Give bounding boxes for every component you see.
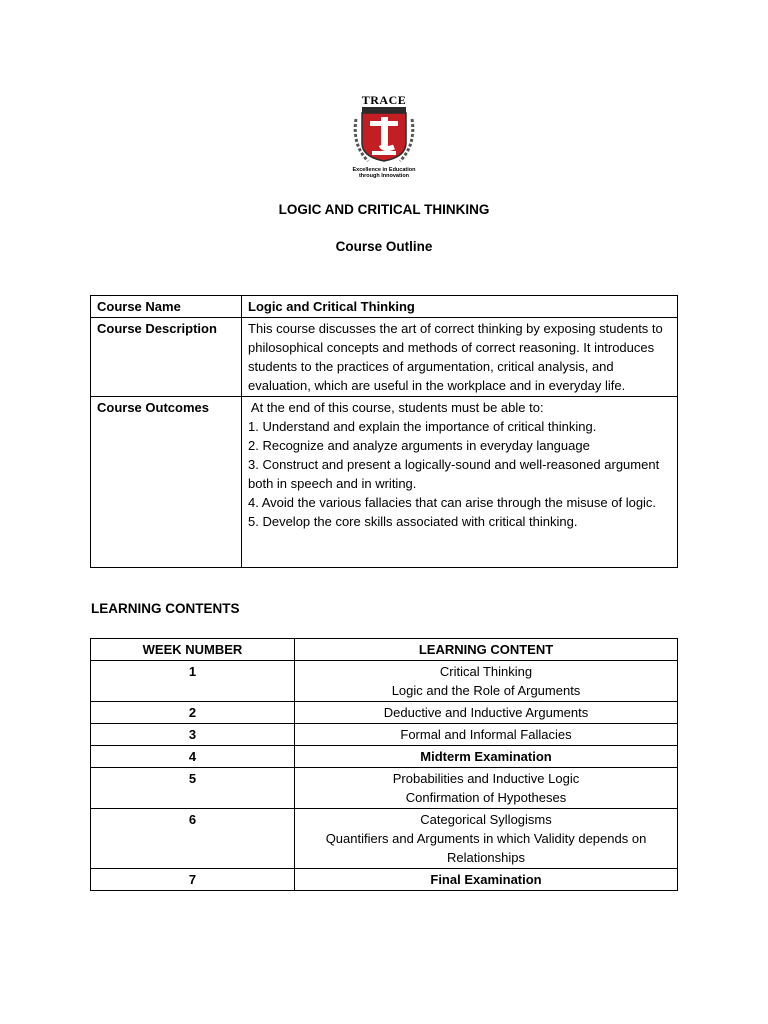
table-row xyxy=(91,746,678,768)
table-row xyxy=(91,661,678,702)
content-cell xyxy=(295,869,678,891)
content-cell xyxy=(295,702,678,724)
course-name-value: Logic and Critical Thinking xyxy=(242,296,678,318)
outcome-item: 1. Understand and explain the importance of critical thinking. xyxy=(248,419,597,434)
learning-contents-table xyxy=(90,638,678,891)
week-number-header: WEEK NUMBER xyxy=(91,639,295,661)
outcome-item: 4. Avoid the various fallacies that can arise through the misuse of logic. xyxy=(248,495,657,510)
week-cell: 6 xyxy=(91,809,295,869)
content-line: Categorical Syllogisms xyxy=(420,812,552,827)
week-cell: 2 xyxy=(91,702,295,724)
course-outcomes-label: Course Outcomes xyxy=(91,397,242,568)
week-cell: 4 xyxy=(91,746,295,768)
content-cell xyxy=(295,724,678,746)
table-row xyxy=(91,724,678,746)
content-cell xyxy=(295,661,678,702)
table-row xyxy=(91,869,678,891)
document-subtitle: Course Outline xyxy=(335,239,433,254)
course-info-table xyxy=(90,295,678,568)
course-description-label: Course Description xyxy=(91,318,242,397)
content-cell xyxy=(295,746,678,768)
content-line: Quantifiers and Arguments in which Validity depends on Relationships xyxy=(325,831,647,865)
outcome-item: 2. Recognize and analyze arguments in everyday language xyxy=(248,438,590,453)
table-row xyxy=(91,702,678,724)
learning-contents-heading: LEARNING CONTENTS xyxy=(91,601,240,616)
week-cell: 1 xyxy=(91,661,295,702)
table-row xyxy=(91,809,678,869)
course-name-label: Course Name xyxy=(91,296,242,318)
outcome-item: 3. Construct and present a logically-sound and well-reasoned argument both in speech and in writing. xyxy=(248,457,660,491)
logo-shield-icon xyxy=(348,105,420,167)
week-cell: 5 xyxy=(91,768,295,809)
week-cell: 7 xyxy=(91,869,295,891)
document-title: LOGIC AND CRITICAL THINKING xyxy=(278,202,490,217)
content-line: Formal and Informal Fallacies xyxy=(400,727,572,742)
content-line: Midterm Examination xyxy=(420,749,552,764)
content-cell xyxy=(295,809,678,869)
table-row xyxy=(91,296,678,318)
table-row xyxy=(91,318,678,397)
logo-tagline-line-2: through Innovation xyxy=(358,173,410,179)
logo-tagline xyxy=(348,167,420,179)
week-cell: 3 xyxy=(91,724,295,746)
content-cell xyxy=(295,768,678,809)
learning-content-header: LEARNING CONTENT xyxy=(295,639,678,661)
logo-wordmark: TRACE xyxy=(361,93,407,107)
content-line: Confirmation of Hypotheses xyxy=(405,790,567,805)
course-outcomes-value xyxy=(242,397,678,568)
outcome-item: 5. Develop the core skills associated with critical thinking. xyxy=(248,514,578,529)
trace-college-logo xyxy=(348,93,420,179)
table-header-row xyxy=(91,639,678,661)
logo-tagline-line-1: Excellence in Education xyxy=(352,167,416,173)
course-description-value: This course discusses the art of correct thinking by exposing students to philosophical concepts and methods of correct reasoning. It introduces students to the practices of argumentation, critical analysis, and evaluation, which are useful in the workplace and in everyday life. xyxy=(242,318,678,397)
content-line: Logic and the Role of Arguments xyxy=(391,683,581,698)
content-line: Deductive and Inductive Arguments xyxy=(383,705,589,720)
outcomes-intro: At the end of this course, students must be able to: xyxy=(248,400,544,415)
content-line: Critical Thinking xyxy=(439,664,533,679)
table-row xyxy=(91,397,678,568)
table-row xyxy=(91,768,678,809)
content-line: Probabilities and Inductive Logic xyxy=(392,771,580,786)
content-line: Final Examination xyxy=(430,872,542,887)
